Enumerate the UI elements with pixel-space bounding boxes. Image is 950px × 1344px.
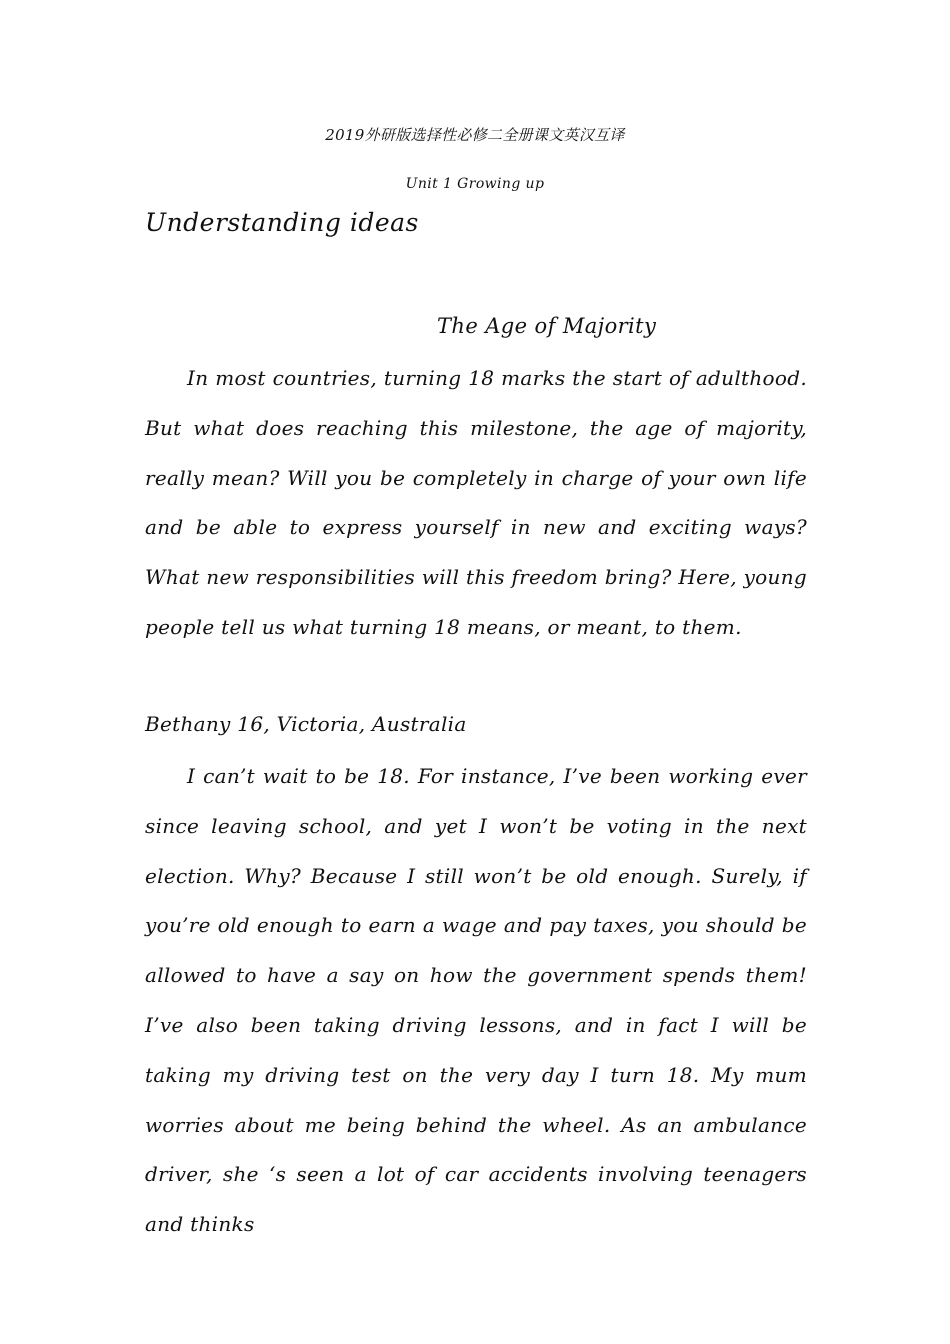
section-heading: Understanding ideas — [145, 208, 419, 237]
unit-title: Unit 1 Growing up — [405, 176, 545, 192]
speaker-heading-bethany: Bethany 16, Victoria, Australia — [145, 712, 467, 736]
article-title: The Age of Majority — [437, 314, 657, 338]
document-title: 2019外研版选择性必修二全册课文英汉互译 — [325, 126, 625, 144]
speaker-paragraph-bethany: I can’t wait to be 18. For instance, I’ve been working ever since leaving school, and yet I won’t be voting in the next election. Why? Because I still won’t be old enough. Surely, if you’re old enough to earn a wage and pay taxes, you should be allowed to have a say on how the government spends them! I’ve also been taking driving lessons, and in fact I will be taking my driving test on the very day I turn 18. My mum worries about me being behind the wheel. As an ambulance driver, she ‘s seen a lot of car accidents involving teenagers and thinks — [145, 764, 807, 1237]
intro-paragraph: In most countries, turning 18 marks the start of adulthood. But what does reaching this milestone, the age of majority, really mean? Will you be completely in charge of your own life and be able to express yourself in new and exciting ways? What new responsibilities will this freedom bring? Here, young people tell us what turning 18 means, or meant, to them. — [145, 366, 807, 639]
